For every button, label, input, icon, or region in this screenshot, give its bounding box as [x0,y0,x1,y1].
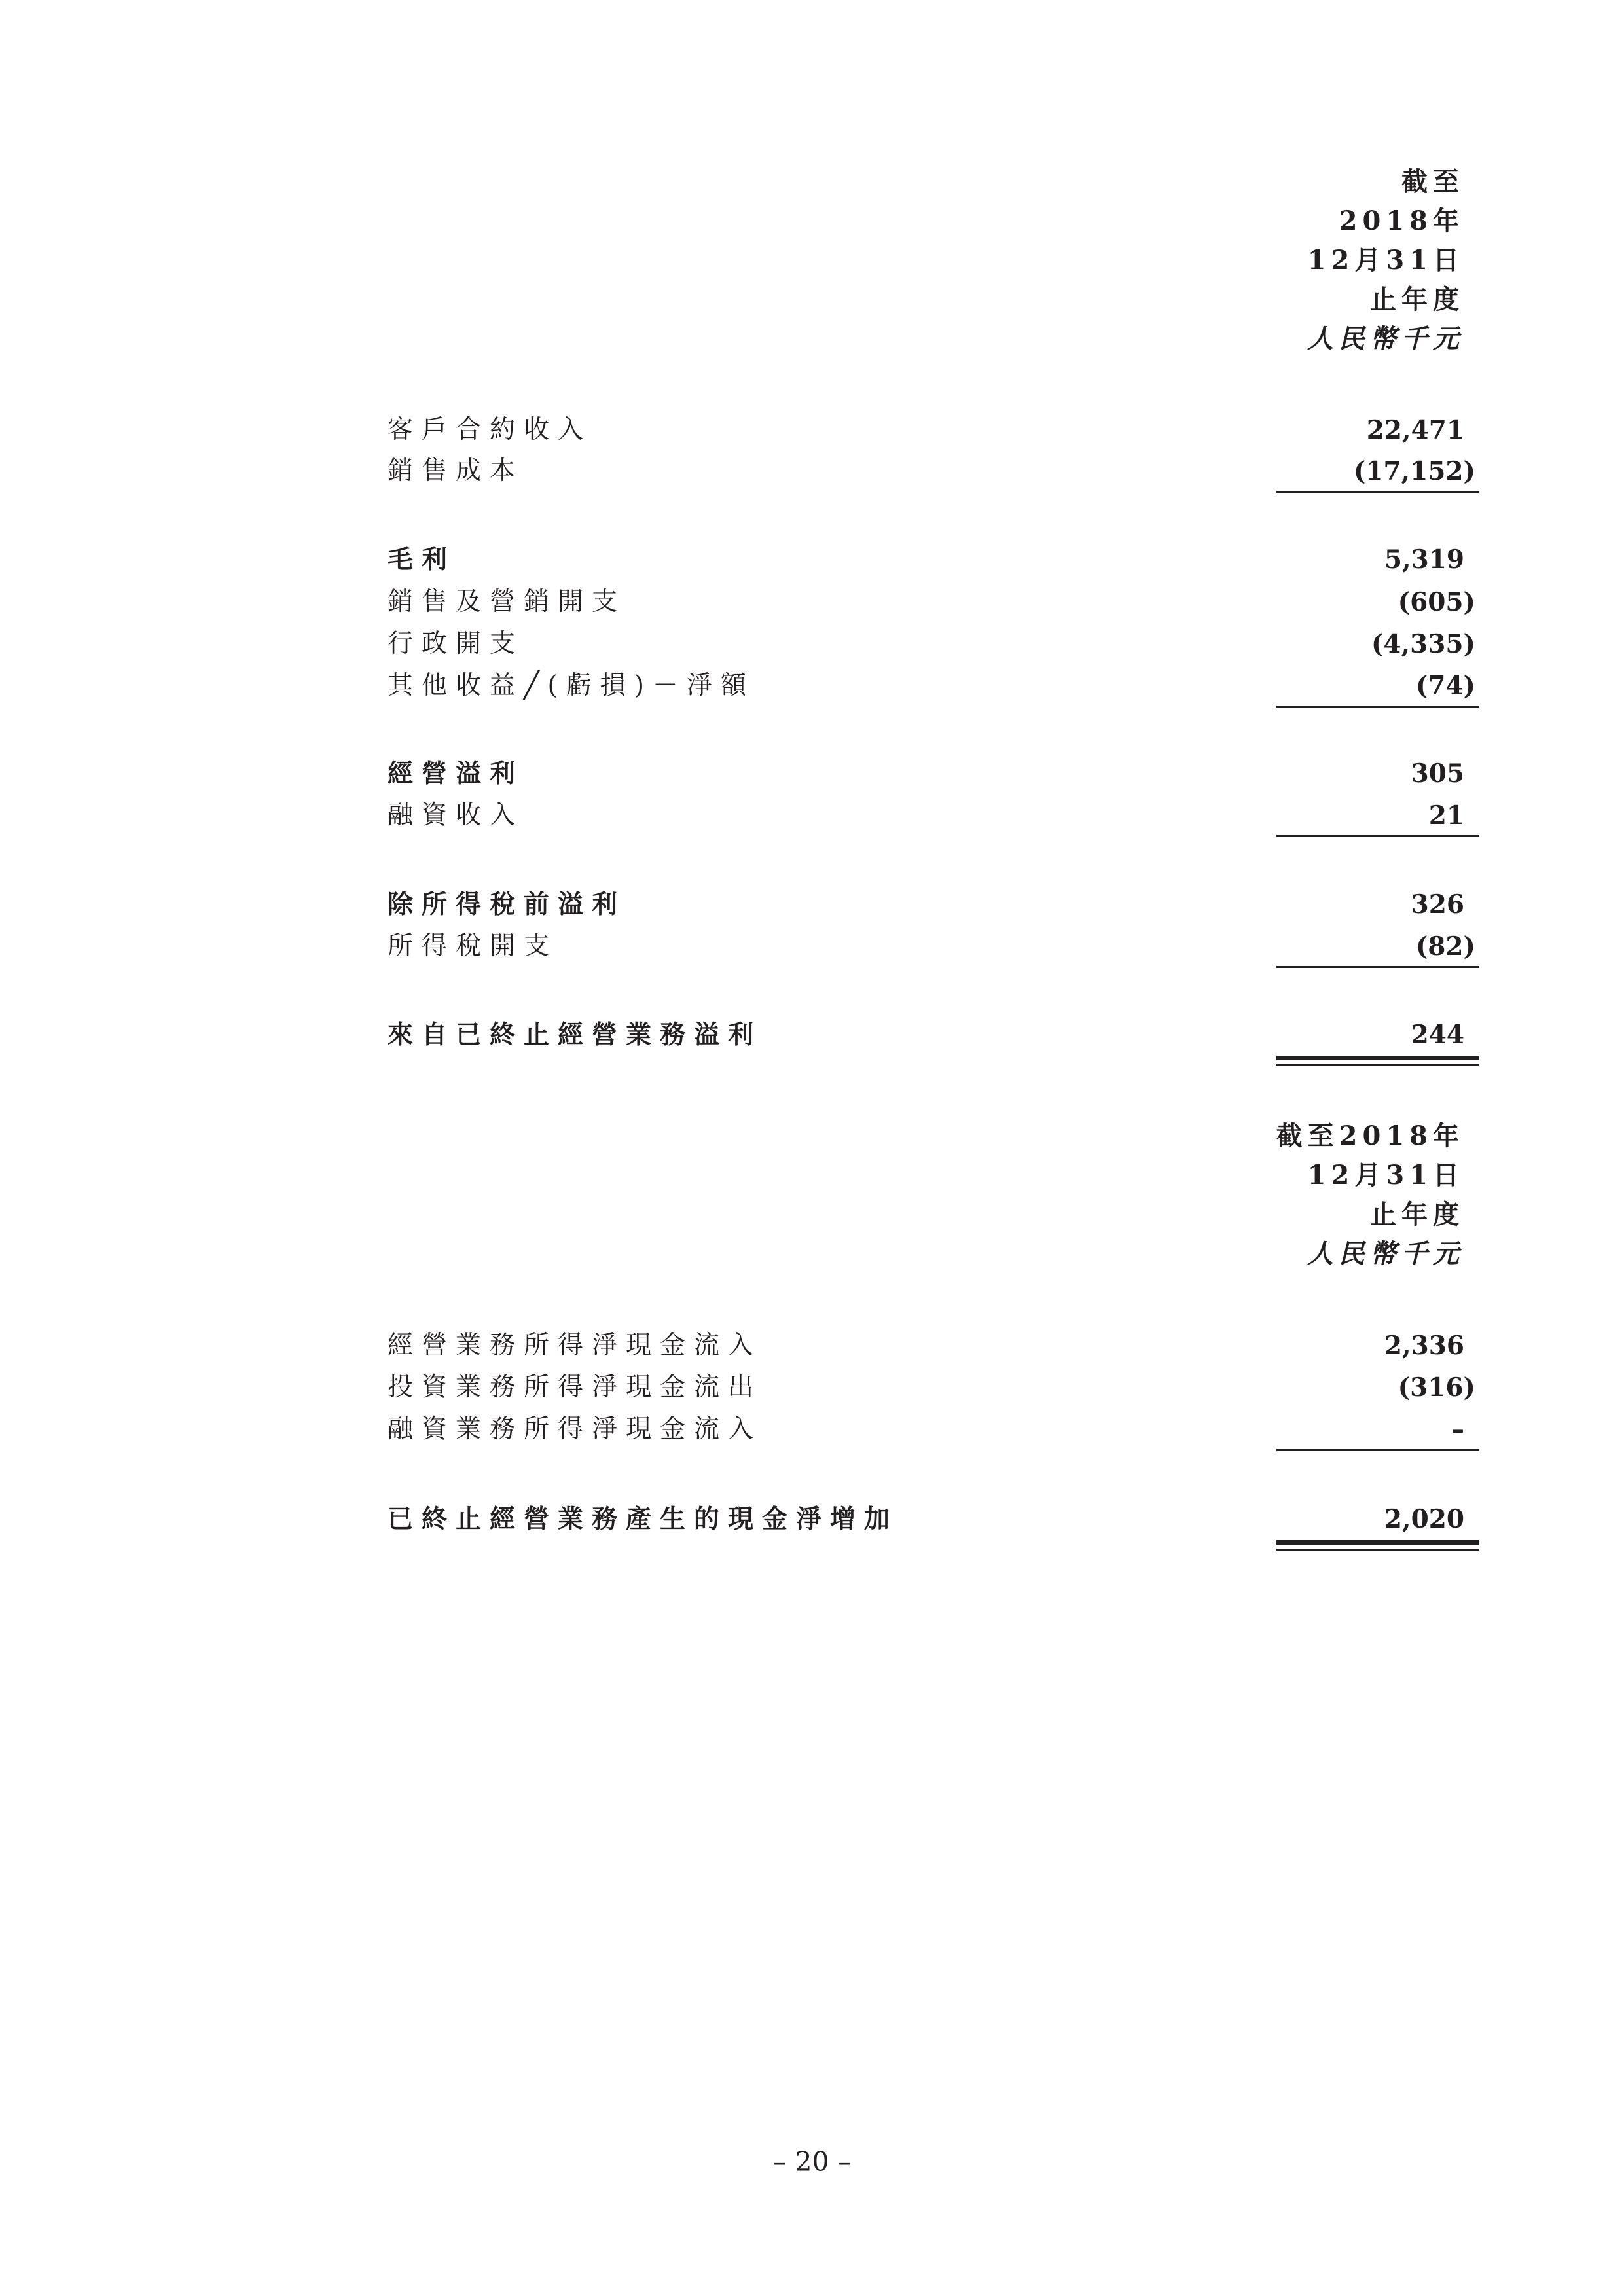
table-row [0,884,1624,925]
table-row [0,1408,1624,1450]
row-label: 銷售成本 [388,456,524,486]
table1-header-line: 12月31日 [1307,245,1464,276]
table-row [0,1367,1624,1408]
table-row [0,795,1624,836]
row-label: 除所得稅前溢利 [388,889,626,920]
table-row [0,539,1624,581]
table1-header-currency: 人民幣千元 [1307,323,1464,354]
row-label: 融資業務所得淨現金流入 [388,1414,763,1444]
table2-header-line: 截至2018年 [1276,1121,1464,1151]
total-double-rule-top [1276,1056,1479,1060]
table-row [0,1498,1624,1540]
subtotal-rule [1276,835,1479,837]
row-value: 305 [1411,759,1464,789]
total-double-rule-bottom [1276,1064,1479,1066]
row-value: – [1451,1414,1464,1444]
table-row [0,753,1624,795]
row-label: 客戶合約收入 [388,415,592,444]
table1-header-line: 截至 [1401,166,1464,197]
total-double-rule-top [1276,1540,1479,1545]
subtotal-rule [1276,1449,1479,1451]
row-label: 已終止經營業務產生的現金淨增加 [388,1504,899,1534]
row-value: (17,152) [1353,456,1475,486]
subtotal-rule [1276,491,1479,493]
row-value: 22,471 [1366,415,1464,445]
table2-header-line: 止年度 [1370,1199,1464,1230]
row-label: 經營業務所得淨現金流入 [388,1331,763,1360]
row-value: (74) [1415,671,1475,701]
table-row [0,581,1624,623]
row-value: 2,336 [1384,1331,1464,1361]
row-value: (605) [1398,587,1475,617]
row-label: 投資業務所得淨現金流出 [388,1372,763,1402]
subtotal-rule [1276,966,1479,968]
row-value: (316) [1398,1372,1475,1403]
table2-header-currency: 人民幣千元 [1307,1238,1464,1269]
table2-header-line: 12月31日 [1307,1160,1464,1191]
row-value: 244 [1411,1020,1464,1050]
subtotal-rule [1276,706,1479,708]
row-value: (4,335) [1371,629,1475,659]
row-label: 來自已終止經營業務溢利 [388,1020,763,1050]
page-number: – 20 – [772,2146,852,2178]
table-row [0,1325,1624,1367]
table-row [0,1014,1624,1056]
row-value: 2,020 [1384,1504,1464,1534]
row-label: 銷售及營銷開支 [388,587,626,617]
row-value: 21 [1428,800,1464,831]
table1-header-line: 2018年 [1339,206,1464,236]
row-label: 毛利 [388,545,456,575]
row-label: 所得稅開支 [388,931,558,961]
table-row [0,409,1624,451]
row-label: 行政開支 [388,629,524,658]
total-double-rule-bottom [1276,1549,1479,1551]
table2-column-header [1276,1117,1464,1274]
table1-column-header [1307,162,1464,359]
row-label: 其他收益╱(虧損)－淨額 [388,671,755,700]
table-row [0,623,1624,665]
row-value: 5,319 [1384,545,1464,575]
row-value: 326 [1411,889,1464,920]
row-label: 融資收入 [388,800,524,830]
table1-header-line: 止年度 [1370,284,1464,315]
table-row [0,450,1624,492]
table-row [0,665,1624,707]
table-row [0,925,1624,967]
row-value: (82) [1415,931,1475,961]
row-label: 經營溢利 [388,759,524,789]
